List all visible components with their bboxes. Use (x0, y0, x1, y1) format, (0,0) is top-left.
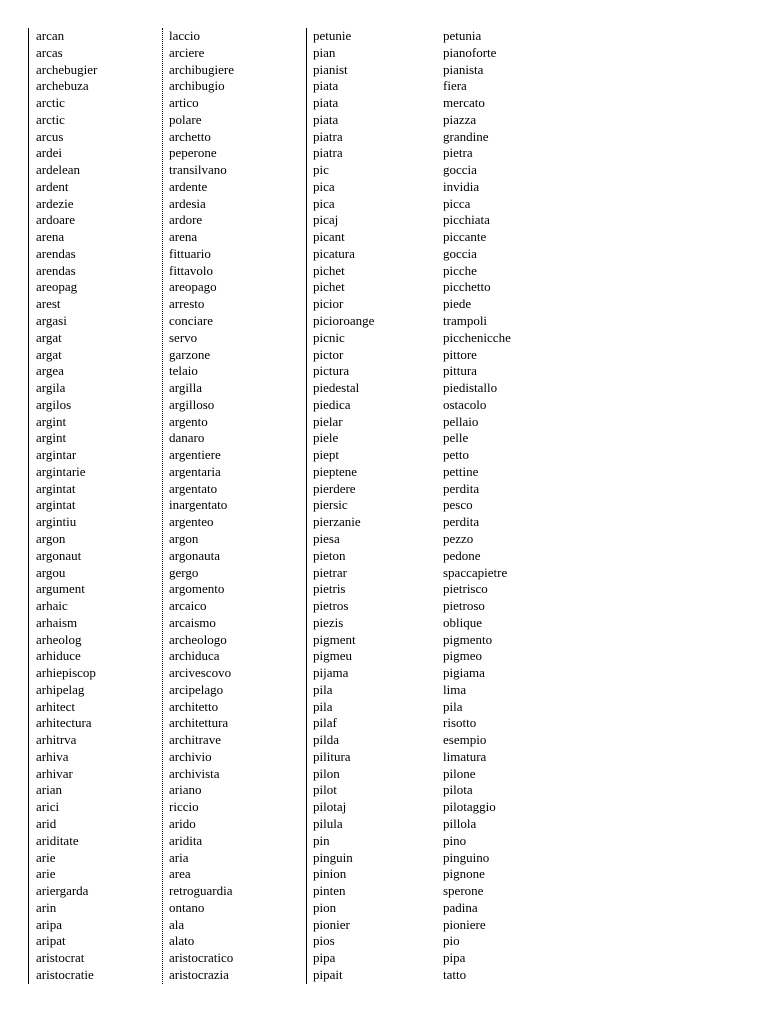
word-entry: esempio (443, 732, 487, 748)
word-entry: arie (36, 849, 56, 865)
word-entry: arest (36, 296, 61, 312)
word-entry: arena (36, 229, 65, 245)
word-entry: argintarie (36, 463, 86, 479)
word-entry: gergo (169, 564, 199, 580)
word-entry: petto (443, 447, 469, 463)
word-entry: argonaut (36, 547, 82, 563)
word-entry: inargentato (169, 497, 228, 513)
word-entry: pigmeu (313, 648, 352, 664)
word-entry: petunie (313, 28, 352, 43)
word-entry: pichet (313, 262, 345, 278)
word-entry: ostacolo (443, 396, 487, 412)
word-entry: piata (313, 78, 339, 94)
word-entry: argilos (36, 396, 72, 412)
word-entry: aria (169, 849, 189, 865)
word-entry: piatra (313, 128, 343, 144)
word-entry: arheolog (36, 631, 82, 647)
word-entry: ardezie (36, 195, 74, 211)
word-entry: pinguino (443, 849, 490, 865)
italian-words-column-2 (443, 28, 511, 984)
word-entry: argonauta (169, 547, 221, 563)
word-entry: piedistallo (443, 380, 498, 396)
word-entry: pielar (313, 413, 343, 429)
word-entry: perdita (443, 514, 480, 530)
word-entry: ardore (169, 212, 203, 228)
word-entry: archebugier (36, 61, 98, 77)
word-entry: invidia (443, 178, 480, 194)
word-entry: perdita (443, 480, 480, 496)
word-entry: risotto (443, 715, 477, 731)
word-entry: argea (36, 363, 64, 379)
word-entry: padina (443, 899, 478, 915)
word-entry: areopag (36, 279, 78, 295)
column-rule-middle (306, 28, 307, 984)
word-entry: aripat (36, 933, 66, 949)
word-entry: arhipelag (36, 681, 85, 697)
word-entry: oblique (443, 614, 482, 630)
word-entry: pigiama (443, 665, 485, 681)
word-entry: arctic (36, 95, 65, 111)
word-entry: pioniere (443, 916, 486, 932)
word-entry: arhaism (36, 614, 78, 630)
word-entry: argint (36, 413, 67, 429)
word-entry: picchiata (443, 212, 490, 228)
word-entry: picatura (313, 245, 355, 261)
word-entry: pila (443, 698, 463, 714)
word-entry: arhitrva (36, 732, 77, 748)
word-entry: ardoare (36, 212, 75, 228)
word-entry: garzone (169, 346, 211, 362)
word-entry: arhitect (36, 698, 75, 714)
word-entry: pilone (443, 765, 476, 781)
word-entry: pica (313, 178, 335, 194)
word-entry: pietrisco (443, 581, 488, 597)
word-entry: arid (36, 815, 57, 831)
word-entry: retroguardia (169, 883, 233, 899)
word-entry: pictura (313, 363, 350, 379)
word-entry: argint (36, 430, 67, 446)
word-entry: grandine (443, 128, 489, 144)
word-entry: pin (313, 832, 330, 848)
word-entry: argintiu (36, 514, 77, 530)
word-entry: pigmento (443, 631, 493, 647)
word-entry: arena (169, 229, 198, 245)
word-entry: archivio (169, 748, 212, 764)
word-entry: piede (443, 296, 472, 312)
word-entry: arciere (169, 44, 205, 60)
word-entry: ariergarda (36, 883, 89, 899)
word-entry: arcus (36, 128, 64, 144)
word-entry: argentato (169, 480, 218, 496)
word-entry: picioroange (313, 313, 375, 329)
word-entry: pietris (313, 581, 346, 597)
word-entry: pinten (313, 883, 346, 899)
word-entry: goccia (443, 245, 477, 261)
column-rule-left (28, 28, 29, 984)
word-entry: arendas (36, 262, 76, 278)
word-entry: pilda (313, 732, 339, 748)
word-entry: pilula (313, 815, 343, 831)
word-entry: arhitectura (36, 715, 92, 731)
word-entry: piatra (313, 145, 343, 161)
word-entry: pica (313, 195, 335, 211)
word-entry: argon (36, 530, 66, 546)
word-entry: arhiepiscop (36, 665, 96, 681)
word-entry: pilotaj (313, 799, 347, 815)
word-entry: archibugiere (169, 61, 234, 77)
word-entry: pipa (443, 950, 466, 966)
word-entry: ala (169, 916, 185, 932)
word-entry: archeologo (169, 631, 227, 647)
word-entry: arici (36, 799, 60, 815)
word-entry: argentaria (169, 463, 221, 479)
word-entry: argentiere (169, 447, 221, 463)
word-entry: laccio (169, 28, 201, 43)
word-entry: pila (313, 698, 333, 714)
word-entry: telaio (169, 363, 198, 379)
word-entry: architetto (169, 698, 219, 714)
word-entry: pio (443, 933, 460, 949)
word-entry: ardent (36, 178, 69, 194)
word-entry: argat (36, 329, 62, 345)
word-entry: spaccapietre (443, 564, 508, 580)
word-entry: ardelean (36, 162, 81, 178)
word-entry: argomento (169, 581, 225, 597)
word-entry: pillola (443, 815, 477, 831)
italian-words-column-1 (169, 28, 234, 984)
word-entry: pellaio (443, 413, 479, 429)
word-entry: arie (36, 866, 56, 882)
word-entry: piccante (443, 229, 487, 245)
word-entry: riccio (169, 799, 199, 815)
word-entry: pignone (443, 866, 485, 882)
word-entry: argat (36, 346, 62, 362)
word-entry: ardente (169, 178, 208, 194)
word-entry: pittura (443, 363, 477, 379)
word-entry: pedone (443, 547, 481, 563)
word-entry: piata (313, 95, 339, 111)
word-entry: pietroso (443, 598, 485, 614)
word-entry: aripa (36, 916, 62, 932)
word-entry: architettura (169, 715, 229, 731)
word-entry: pipait (313, 966, 343, 982)
word-entry: pios (313, 933, 335, 949)
word-entry: argon (169, 530, 199, 546)
word-entry: fittuario (169, 245, 211, 261)
word-entry: arian (36, 782, 62, 798)
word-entry: trampoli (443, 313, 488, 329)
word-entry: arhiduce (36, 648, 81, 664)
word-entry: alato (169, 933, 195, 949)
word-entry: lima (443, 681, 467, 697)
word-entry: arcivescovo (169, 665, 232, 681)
word-entry: arcas (36, 44, 63, 60)
word-entry: piata (313, 111, 339, 127)
word-entry: aristocratie (36, 966, 94, 982)
word-entry: pietros (313, 598, 349, 614)
word-entry: piedestal (313, 380, 360, 396)
word-entry: pinguin (313, 849, 353, 865)
word-entry: pilotaggio (443, 799, 496, 815)
word-entry: pion (313, 899, 337, 915)
word-entry: argou (36, 564, 66, 580)
word-entry: mercato (443, 95, 485, 111)
word-entry: argument (36, 581, 85, 597)
word-entry: architrave (169, 732, 221, 748)
word-entry: pino (443, 832, 467, 848)
word-entry: limatura (443, 748, 487, 764)
word-entry: piazza (443, 111, 477, 127)
column-rule-divider (162, 28, 163, 984)
word-entry: fittavolo (169, 262, 214, 278)
word-entry: piept (313, 447, 339, 463)
word-entry: peperone (169, 145, 217, 161)
word-entry: piele (313, 430, 339, 446)
word-entry: pilota (443, 782, 473, 798)
word-entry: pieton (313, 547, 346, 563)
word-entry: arin (36, 899, 57, 915)
word-entry: pianista (443, 61, 484, 77)
word-entry: ariano (169, 782, 202, 798)
word-entry: aristocrat (36, 950, 85, 966)
word-entry: ariditate (36, 832, 79, 848)
word-entry: argintar (36, 447, 77, 463)
word-entry: picca (443, 195, 471, 211)
word-entry: picant (313, 229, 345, 245)
word-entry: pilon (313, 765, 340, 781)
word-entry: pichet (313, 279, 345, 295)
word-entry: tatto (443, 966, 467, 982)
word-entry: goccia (443, 162, 477, 178)
word-entry: aridita (169, 832, 203, 848)
word-entry: arhivar (36, 765, 73, 781)
word-entry: arcaismo (169, 614, 216, 630)
word-entry: aristocratico (169, 950, 234, 966)
word-entry: ardesia (169, 195, 206, 211)
word-entry: archivista (169, 765, 220, 781)
word-entry: aristocrazia (169, 966, 229, 982)
word-entry: arcan (36, 28, 65, 43)
word-entry: pierzanie (313, 514, 361, 530)
word-entry: pietrar (313, 564, 347, 580)
word-entry: archebuza (36, 78, 89, 94)
word-entry: arcipelago (169, 681, 224, 697)
word-entry: pila (313, 681, 333, 697)
word-entry: arido (169, 815, 196, 831)
word-entry: fiera (443, 78, 467, 94)
word-entry: pilitura (313, 748, 351, 764)
word-entry: servo (169, 329, 198, 345)
word-entry: argasi (36, 313, 67, 329)
word-entry: sperone (443, 883, 484, 899)
word-entry: ardei (36, 145, 62, 161)
word-entry: pesco (443, 497, 473, 513)
word-entry: pianist (313, 61, 348, 77)
word-entry: picior (313, 296, 344, 312)
word-entry: artico (169, 95, 199, 111)
word-entry: arctic (36, 111, 65, 127)
word-entry: archibugio (169, 78, 225, 94)
word-entry: pilot (313, 782, 337, 798)
word-entry: transilvano (169, 162, 227, 178)
word-entry: pezzo (443, 530, 474, 546)
word-entry: pelle (443, 430, 469, 446)
word-entry: argilla (169, 380, 202, 396)
word-entry: areopago (169, 279, 217, 295)
word-entry: picchetto (443, 279, 491, 295)
word-entry: pierdere (313, 480, 356, 496)
word-entry: argenteo (169, 514, 214, 530)
word-entry: arcaico (169, 598, 207, 614)
word-entry: pipa (313, 950, 336, 966)
word-entry: pietra (443, 145, 473, 161)
word-entry: pieptene (313, 463, 358, 479)
word-entry: pittore (443, 346, 477, 362)
word-entry: picaj (313, 212, 339, 228)
word-entry: pionier (313, 916, 350, 932)
word-entry: argento (169, 413, 208, 429)
word-entry: arhaic (36, 598, 68, 614)
word-entry: danaro (169, 430, 205, 446)
word-entry: piedica (313, 396, 351, 412)
word-entry: archetto (169, 128, 211, 144)
word-entry: pianoforte (443, 44, 497, 60)
word-entry: conciare (169, 313, 214, 329)
word-entry: area (169, 866, 191, 882)
word-entry: piezis (313, 614, 344, 630)
word-entry: piesa (313, 530, 340, 546)
word-entry: arhiva (36, 748, 69, 764)
word-entry: picnic (313, 329, 345, 345)
romanian-words-column-1 (36, 28, 97, 984)
word-entry: argintat (36, 480, 76, 496)
word-entry: pigment (313, 631, 356, 647)
word-entry: argila (36, 380, 66, 396)
word-entry: arendas (36, 245, 76, 261)
word-entry: picchenicche (443, 329, 511, 345)
word-entry: pic (313, 162, 329, 178)
word-entry: pian (313, 44, 336, 60)
romanian-words-column-2 (313, 28, 374, 984)
word-entry: polare (169, 111, 202, 127)
word-entry: argintat (36, 497, 76, 513)
word-entry: pilaf (313, 715, 337, 731)
word-entry: pinion (313, 866, 347, 882)
word-entry: argilloso (169, 396, 215, 412)
word-entry: ontano (169, 899, 205, 915)
word-entry: pigmeo (443, 648, 482, 664)
word-entry: picche (443, 262, 477, 278)
word-entry: piersic (313, 497, 348, 513)
word-entry: arresto (169, 296, 205, 312)
word-entry: pijama (313, 665, 349, 681)
word-entry: pettine (443, 463, 479, 479)
word-entry: pictor (313, 346, 344, 362)
word-entry: petunia (443, 28, 482, 43)
word-entry: archiduca (169, 648, 220, 664)
